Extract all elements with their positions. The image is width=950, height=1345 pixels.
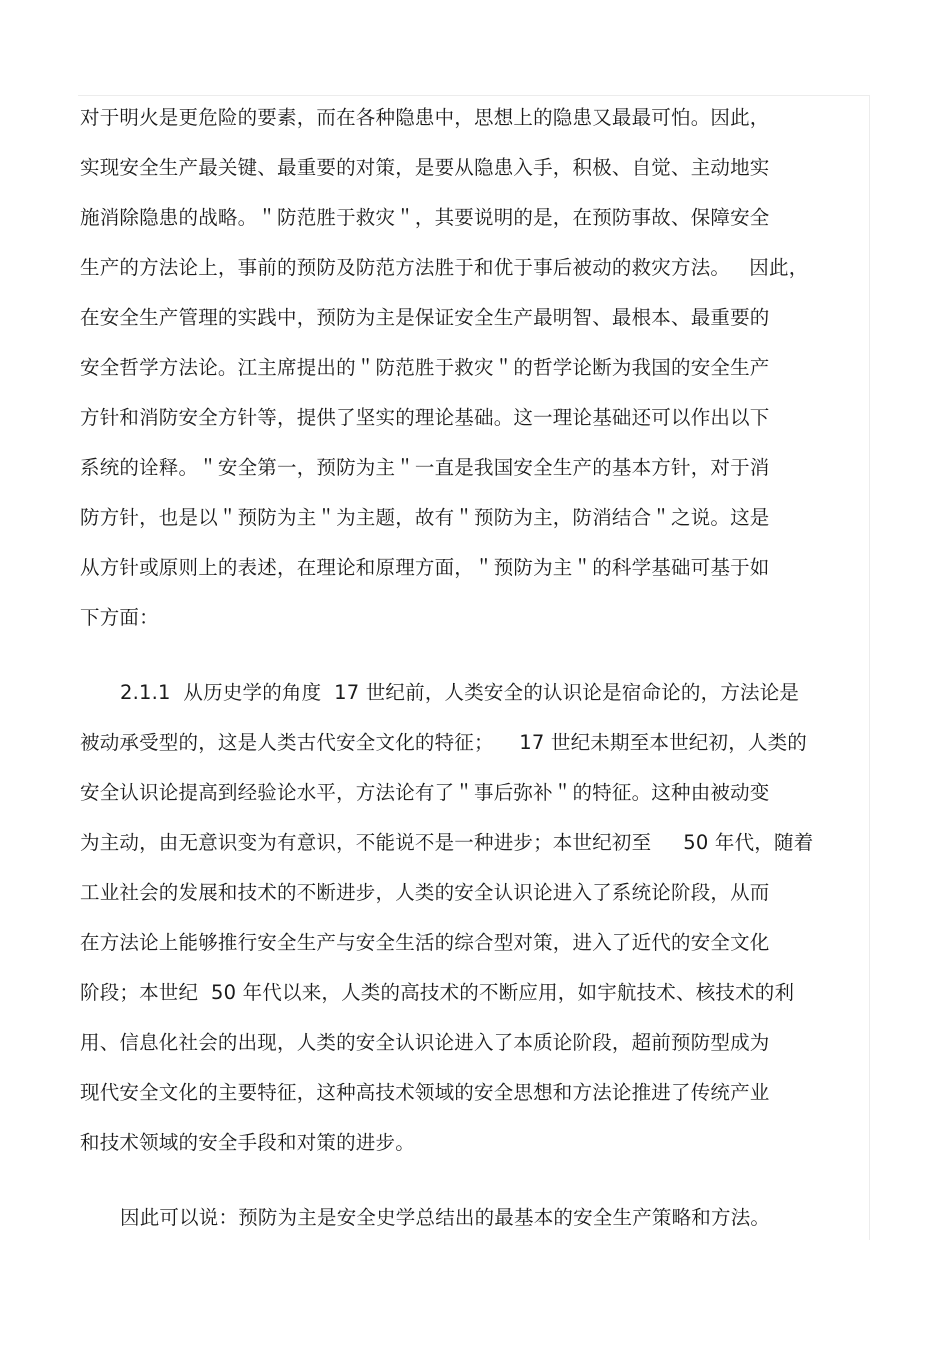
text-line: 下方面： xyxy=(80,606,159,629)
page-right-border xyxy=(869,95,870,1240)
text-line: 和技术领域的安全手段和对策的进步。 xyxy=(80,1131,415,1154)
text-line: 施消除隐患的战略。＂防范胜于救灾＂，其要说明的是，在预防事故、保障安全 xyxy=(80,206,770,229)
text-line: 安全哲学方法论。江主席提出的＂防范胜于救灾＂的哲学论断为我国的安全生产 xyxy=(80,356,770,379)
text-line: 被动承受型的，这是人类古代安全文化的特征； 17 世纪未期至本世纪初，人类的 xyxy=(80,731,808,754)
text-line: 方针和消防安全方针等，提供了坚实的理论基础。这一理论基础还可以作出以下 xyxy=(80,406,770,429)
text-line: 实现安全生产最关键、最重要的对策，是要从隐患入手，积极、自觉、主动地实 xyxy=(80,156,770,179)
conclusion-line: 因此可以说：预防为主是安全史学总结出的最基本的安全生产策略和方法。 xyxy=(120,1206,771,1229)
text-line: 工业社会的发展和技术的不断进步，人类的安全认识论进入了系统论阶段，从而 xyxy=(80,881,770,904)
text-line: 在方法论上能够推行安全生产与安全生活的综合型对策，进入了近代的安全文化 xyxy=(80,931,770,954)
text-line: 安全认识论提高到经验论水平，方法论有了＂事后弥补＂的特征。这种由被动变 xyxy=(80,781,770,804)
page-top-border xyxy=(78,95,870,96)
text-line: 为主动，由无意识变为有意识，不能说不是一种进步；本世纪初至 50 年代，随着 xyxy=(80,831,814,854)
text-line: 从方针或原则上的表述，在理论和原理方面，＂预防为主＂的科学基础可基于如 xyxy=(80,556,770,579)
section-heading-line: 2.1.1 从历史学的角度 17 世纪前，人类安全的认识论是宿命论的，方法论是 xyxy=(120,681,800,704)
text-line: 对于明火是更危险的要素，而在各种隐患中，思想上的隐患又最最可怕。因此， xyxy=(80,106,770,129)
text-line: 防方针，也是以＂预防为主＂为主题，故有＂预防为主，防消结合＂之说。这是 xyxy=(80,506,770,529)
text-line: 用、信息化社会的出现，人类的安全认识论进入了本质论阶段，超前预防型成为 xyxy=(80,1031,770,1054)
text-line: 系统的诠释。＂安全第一，预防为主＂一直是我国安全生产的基本方针，对于消 xyxy=(80,456,770,479)
text-line: 在安全生产管理的实践中，预防为主是保证安全生产最明智、最根本、最重要的 xyxy=(80,306,770,329)
text-line: 生产的方法论上，事前的预防及防范方法胜于和优于事后被动的救灾方法。 因此， xyxy=(80,256,809,279)
text-line: 现代安全文化的主要特征，这种高技术领域的安全思想和方法论推进了传统产业 xyxy=(80,1081,770,1104)
text-line: 阶段；本世纪 50 年代以来，人类的高技术的不断应用，如宇航技术、核技术的利 xyxy=(80,981,795,1004)
